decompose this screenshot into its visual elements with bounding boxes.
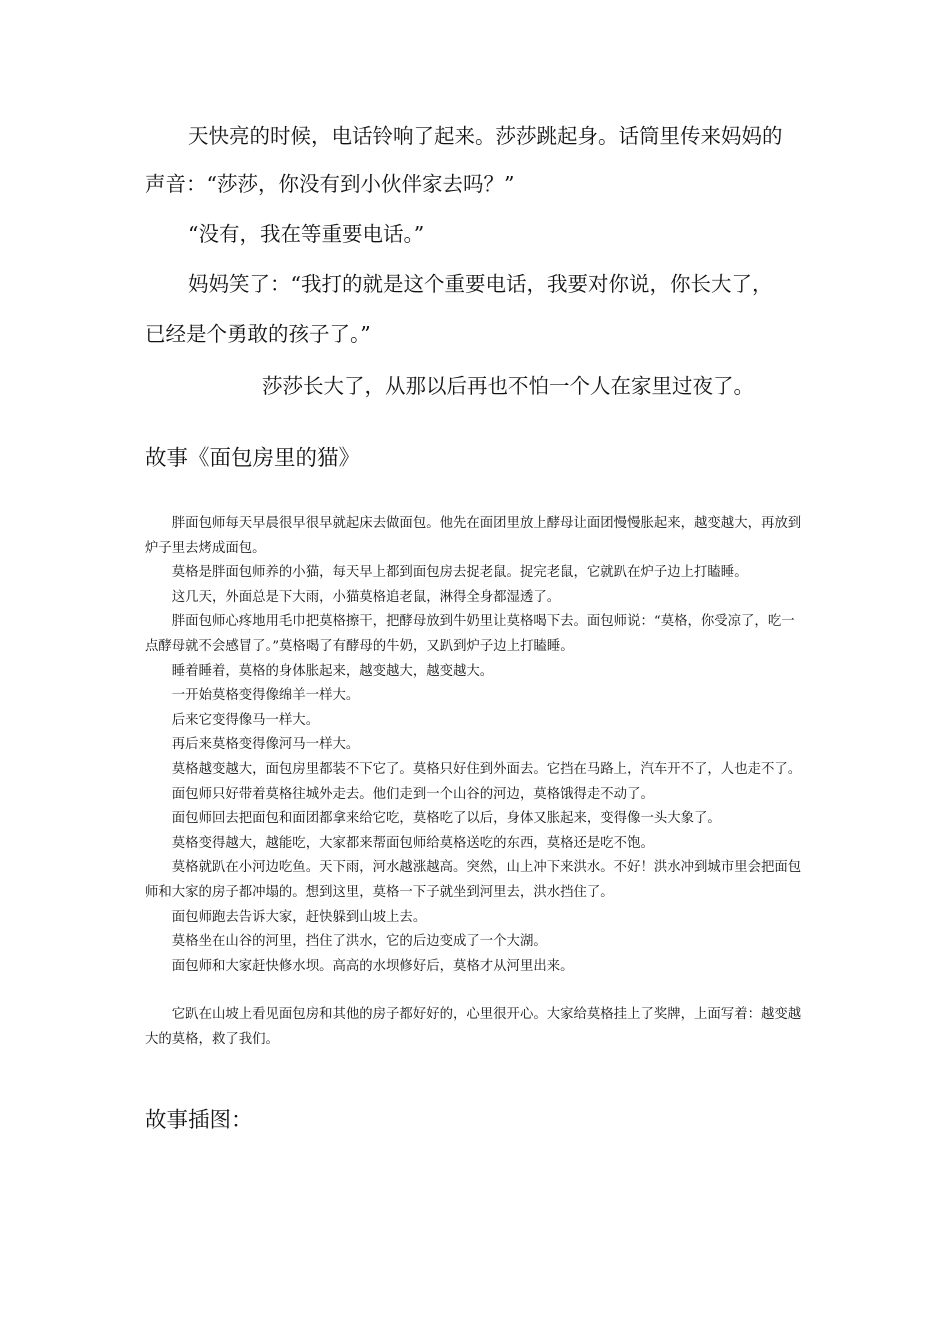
intro-line-4: 妈妈笑了：“我打的就是这个重要电话，我要对你说，你长大了， <box>188 272 773 296</box>
story-title: 故事《面包房里的猫》 <box>145 446 361 471</box>
intro-line-1: 天快亮的时候，电话铃响了起来。莎莎跳起身。话筒里传来妈妈的 <box>188 124 783 148</box>
story-paragraph: 胖面包师每天早晨很早很早就起床去做面包。他先在面团里放上酵母让面团慢慢胀起来，越变越大，再放到炉子里去烤成面包。 <box>145 516 802 556</box>
story-paragraph: 莫格是胖面包师养的小猫，每天早上都到面包房去捉老鼠。捉完老鼠，它就趴在炉子边上打瞌睡。 <box>171 565 748 581</box>
story-paragraph: 莫格变得越大，越能吃，大家都来帮面包师给莫格送吃的东西，莫格还是吃不饱。 <box>171 835 654 851</box>
story-paragraph: 一开始莫格变得像绵羊一样大。 <box>171 688 360 704</box>
story-paragraph: 后来它变得像马一样大。 <box>171 712 320 728</box>
story-paragraph: 再后来莫格变得像河马一样大。 <box>171 737 360 753</box>
intro-line-5: 已经是个勇敢的孩子了。” <box>145 322 371 346</box>
story-body <box>145 512 807 1052</box>
story-paragraph: 莫格坐在山谷的河里，挡住了洪水，它的后边变成了一个大湖。 <box>171 934 547 950</box>
story-paragraph: 这几天，外面总是下大雨，小猫莫格追老鼠，淋得全身都湿透了。 <box>171 589 561 605</box>
story-paragraph: 面包师跑去告诉大家，赶快躲到山坡上去。 <box>171 909 427 925</box>
intro-line-3: “没有，我在等重要电话。” <box>188 222 425 246</box>
intro-line-2: 声音：“莎莎，你没有到小伙伴家去吗？” <box>145 172 515 196</box>
story-paragraph: 面包师和大家赶快修水坝。高高的水坝修好后，莫格才从河里出来。 <box>171 958 574 974</box>
story-paragraph: 它趴在山坡上看见面包房和其他的房子都好好的，心里很开心。大家给莫格挂上了奖牌，上面写着：越变越大的莫格，救了我们。 <box>145 1007 802 1047</box>
story-paragraph: 面包师回去把面包和面团都拿来给它吃，莫格吃了以后，身体又胀起来，变得像一头大象了。 <box>171 811 721 827</box>
illustration-heading: 故事插图： <box>145 1108 253 1133</box>
story-paragraph: 睡着睡着，莫格的身体胀起来，越变越大，越变越大。 <box>171 663 494 679</box>
intro-line-6: 莎莎长大了，从那以后再也不怕一个人在家里过夜了。 <box>262 374 754 398</box>
story-paragraph: 胖面包师心疼地用毛巾把莫格擦干，把酵母放到牛奶里让莫格喝下去。面包师说：“莫格，你受凉了，吃一点酵母就不会感冒了。”莫格喝了有酵母的牛奶，又趴到炉子边上打瞌睡。 <box>145 614 795 654</box>
story-paragraph: 莫格就趴在小河边吃鱼。天下雨，河水越涨越高。突然，山上冲下来洪水。不好！洪水冲到城市里会把面包师和大家的房子都冲塌的。想到这里，莫格一下子就坐到河里去，洪水挡住了。 <box>145 860 802 900</box>
story-paragraph: 面包师只好带着莫格往城外走去。他们走到一个山谷的河边，莫格饿得走不动了。 <box>171 786 654 802</box>
story-paragraph: 莫格越变越大，面包房里都装不下它了。莫格只好住到外面去。它挡在马路上，汽车开不了，人也走不了。 <box>171 761 802 777</box>
